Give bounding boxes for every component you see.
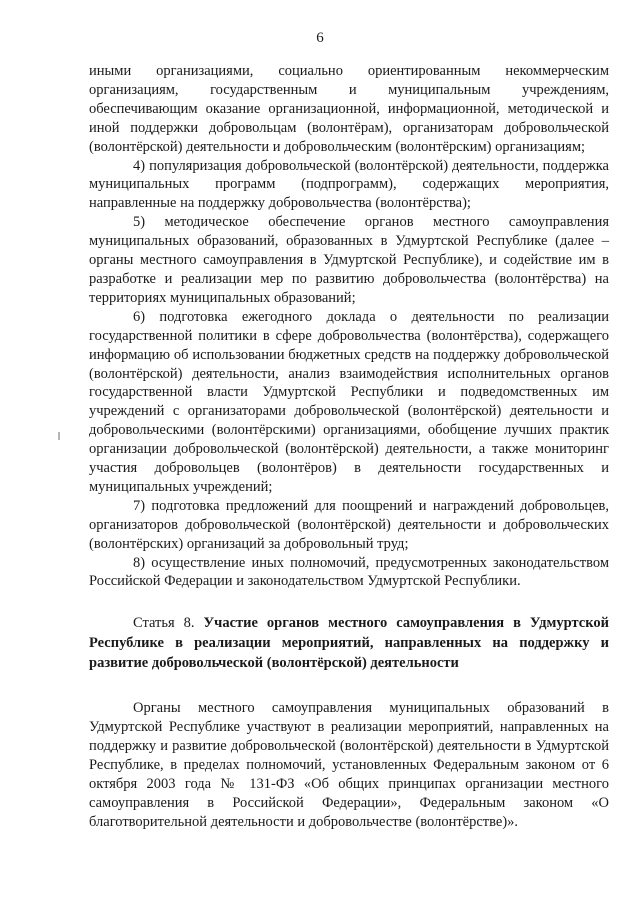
list-item-8: 8) осуществление иных полномочий, предусмотренных законодательством Российской Федерации и законодательством Удмуртской Республики. — [89, 554, 609, 590]
article-heading — [89, 613, 609, 673]
article-body: Органы местного самоуправления муниципальных образований в Удмуртской Республике участвуют в реализации мероприятий, направленных на поддержку и развитие добровольческой (волонтёрской) деятельности в Удмуртской Республике, в пределах полномочий, установленных Федеральным законом от 6 октября 2003 года № 131-ФЗ «Об общих принципах организации местного самоуправления в Российской Федерации», Федеральным законом «О благотворительной деятельности и добровольчестве (волонтёрстве)». — [89, 700, 609, 830]
paragraph-continuation: иными организациями, социально ориентированным некоммерческим организациям, государственным и муниципальным учреждениям, обеспечивающим оказание организационной, информационной, методической и иной поддержки добровольцам (волонтёрам), организаторам добровольческой (волонтёрской) деятельности и добровольческим (волонтёрским) организациям; — [89, 63, 609, 155]
list-item-7: 7) подготовка предложений для поощрений и награждений добровольцев, организаторов добровольческой (волонтёрской) деятельности и добровольческих (волонтёрских) организаций за добровольный труд; — [89, 497, 609, 552]
list-item-6: 6) подготовка ежегодного доклада о деятельности по реализации государственной политики в сфере добровольчества (волонтёрства), содержащего информацию об использовании бюджетных средств на поддержку добровольческой (волонтёрской) деятельности, анализ взаимодействия исполнительных органов государственной власти Удмуртской Республики и подведомственных им учреждений с организаторами добровольческой (волонтёрской) деятельности и добровольческими (волонтёрскими) организациями, обобщение лучших практик организации добровольческой (волонтёрской) деятельности, а также мониторинг участия добровольцев (волонтёров) в деятельности государственных и муниципальных учреждений; — [89, 308, 609, 495]
document-body — [89, 62, 609, 832]
list-item-4: 4) популяризация добровольческой (волонтёрской) деятельности, поддержка муниципальных программ (подпрограмм), содержащих мероприятия, направленные на поддержку добровольчества (волонтёрства); — [89, 157, 609, 212]
article-title: Участие органов местного самоуправления в Удмуртской Республике в реализации мероприятий, направленных на поддержку и развитие добровольческой (волонтёрской) деятельности — [89, 615, 609, 672]
article-label: Статья 8. — [133, 615, 195, 632]
list-item-5: 5) методическое обеспечение органов местного самоуправления муниципальных образований, образованных в Удмуртской Республике (далее – органы местного самоуправления в Удмуртской Республике), и содействие им в разработке и реализации мер по развитию добровольчества (волонтёрства) на территориях муниципальных образований; — [89, 214, 609, 306]
margin-mark — [58, 432, 60, 440]
page-number: 6 — [316, 30, 324, 46]
